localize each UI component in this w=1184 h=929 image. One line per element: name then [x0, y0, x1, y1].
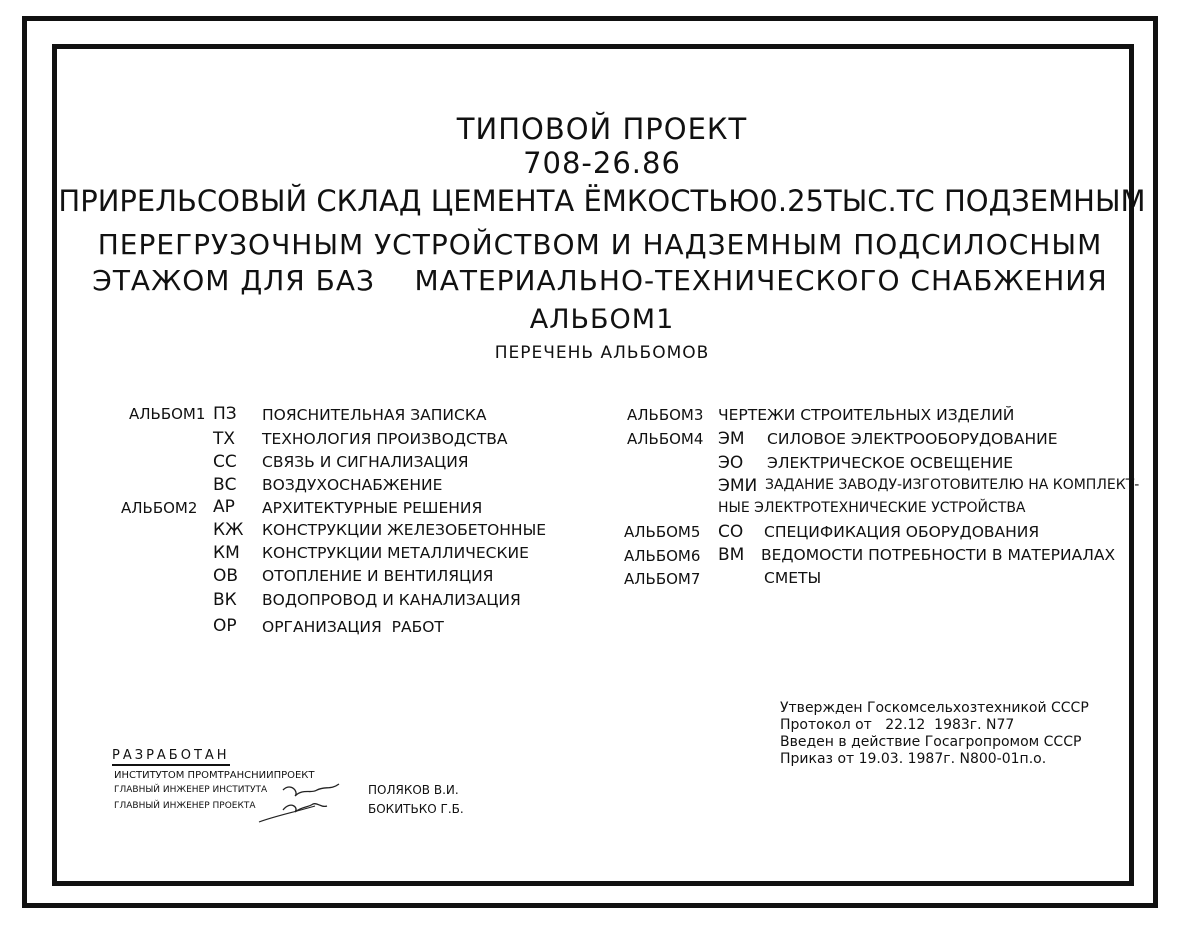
album-description: ТЕХНОЛОГИЯ ПРОИЗВОДСТВА	[262, 430, 508, 448]
album-description: ЭЛЕКТРИЧЕСКОЕ ОСВЕЩЕНИЕ	[767, 454, 1014, 472]
album-code: ЭМИ	[718, 476, 758, 496]
approval-line-3: Введен в действие Госагропромом СССР	[780, 734, 1082, 750]
album-title: АЛЬБОМ1	[529, 304, 675, 335]
album-label: АЛЬБОМ7	[624, 570, 701, 588]
signature-1	[255, 778, 345, 826]
album-description: ВОДОПРОВОД И КАНАЛИЗАЦИЯ	[262, 591, 521, 609]
chief-engineer-institute-name: ПОЛЯКОВ В.И.	[368, 783, 459, 797]
album-description: ОРГАНИЗАЦИЯ РАБОТ	[262, 618, 444, 636]
album-code: ВМ	[718, 545, 745, 565]
album-description: АРХИТЕКТУРНЫЕ РЕШЕНИЯ	[262, 499, 483, 517]
album-code: КЖ	[213, 520, 244, 540]
album-description: КОНСТРУКЦИИ МЕТАЛЛИЧЕСКИЕ	[262, 544, 529, 562]
album-list-heading: ПЕРЕЧЕНЬ АЛЬБОМОВ	[494, 343, 710, 363]
album-code: ПЗ	[213, 404, 237, 424]
album-label: АЛЬБОМ6	[624, 547, 701, 565]
album-code: ОР	[213, 616, 237, 636]
project-title-line-3: ЭТАЖОМ ДЛЯ БАЗ МАТЕРИАЛЬНО-ТЕХНИЧЕСКОГО СНАБЖЕНИЯ	[92, 264, 1108, 297]
album-label: АЛЬБОМ1	[129, 405, 206, 423]
album-code: АР	[213, 497, 235, 517]
album-description: НЫЕ ЭЛЕКТРОТЕХНИЧЕСКИЕ УСТРОЙСТВА	[718, 500, 1026, 516]
album-description: СИЛОВОЕ ЭЛЕКТРООБОРУДОВАНИЕ	[767, 430, 1058, 448]
album-code: КМ	[213, 543, 240, 563]
album-label: АЛЬБОМ3	[627, 406, 704, 424]
project-number: 708-26.86	[523, 146, 681, 180]
album-label: АЛЬБОМ5	[624, 523, 701, 541]
album-description: ЗАДАНИЕ ЗАВОДУ-ИЗГОТОВИТЕЛЮ НА КОМПЛЕКТ-	[765, 477, 1140, 493]
album-code: ОВ	[213, 566, 239, 586]
album-description: КОНСТРУКЦИИ ЖЕЛЕЗОБЕТОННЫЕ	[262, 521, 547, 539]
album-description: ПОЯСНИТЕЛЬНАЯ ЗАПИСКА	[262, 406, 487, 424]
album-description: ВЕДОМОСТИ ПОТРЕБНОСТИ В МАТЕРИАЛАХ	[761, 546, 1116, 564]
album-code: ВК	[213, 590, 237, 610]
title-type: ТИПОВОЙ ПРОЕКТ	[456, 112, 748, 146]
chief-engineer-institute-label: ГЛАВНЫЙ ИНЖЕНЕР ИНСТИТУТА	[114, 785, 268, 795]
album-code: ЭО	[718, 453, 744, 473]
album-description: СПЕЦИФИКАЦИЯ ОБОРУДОВАНИЯ	[764, 523, 1040, 541]
approval-line-2: Протокол от 22.12 1983г. N77	[780, 717, 1015, 733]
album-description: СМЕТЫ	[764, 569, 822, 587]
album-description: ЧЕРТЕЖИ СТРОИТЕЛЬНЫХ ИЗДЕЛИЙ	[718, 406, 1015, 424]
album-code: ВС	[213, 475, 237, 495]
developer-heading: РАЗРАБОТАН	[112, 748, 230, 766]
album-code: ТХ	[213, 429, 236, 449]
album-code: СС	[213, 452, 237, 472]
album-label: АЛЬБОМ4	[627, 430, 704, 448]
album-code: СО	[718, 522, 744, 542]
album-label: АЛЬБОМ2	[121, 499, 198, 517]
approval-line-4: Приказ от 19.03. 1987г. N800-01п.о.	[780, 751, 1047, 767]
album-description: СВЯЗЬ И СИГНАЛИЗАЦИЯ	[262, 453, 469, 471]
developer-institute: ИНСТИТУТОМ ПРОМТРАНСНИИПРОЕКТ	[114, 770, 315, 781]
project-title-line-2: ПЕРЕГРУЗОЧНЫМ УСТРОЙСТВОМ И НАДЗЕМНЫМ ПОДСИЛОСНЫМ	[97, 228, 1103, 261]
project-title-line-1: ПРИРЕЛЬСОВЫЙ СКЛАД ЦЕМЕНТА ЁМКОСТЬЮ0.25ТЫС.ТС ПОДЗЕМНЫМ	[58, 184, 1146, 218]
chief-engineer-project-name: БОКИТЬКО Г.Б.	[368, 802, 464, 816]
chief-engineer-project-label: ГЛАВНЫЙ ИНЖЕНЕР ПРОЕКТА	[114, 801, 256, 811]
album-description: ОТОПЛЕНИЕ И ВЕНТИЛЯЦИЯ	[262, 567, 494, 585]
album-code: ЭМ	[718, 429, 745, 449]
album-description: ВОЗДУХОСНАБЖЕНИЕ	[262, 476, 443, 494]
approval-line-1: Утвержден Госкомсельхозтехникой СССР	[780, 700, 1089, 716]
